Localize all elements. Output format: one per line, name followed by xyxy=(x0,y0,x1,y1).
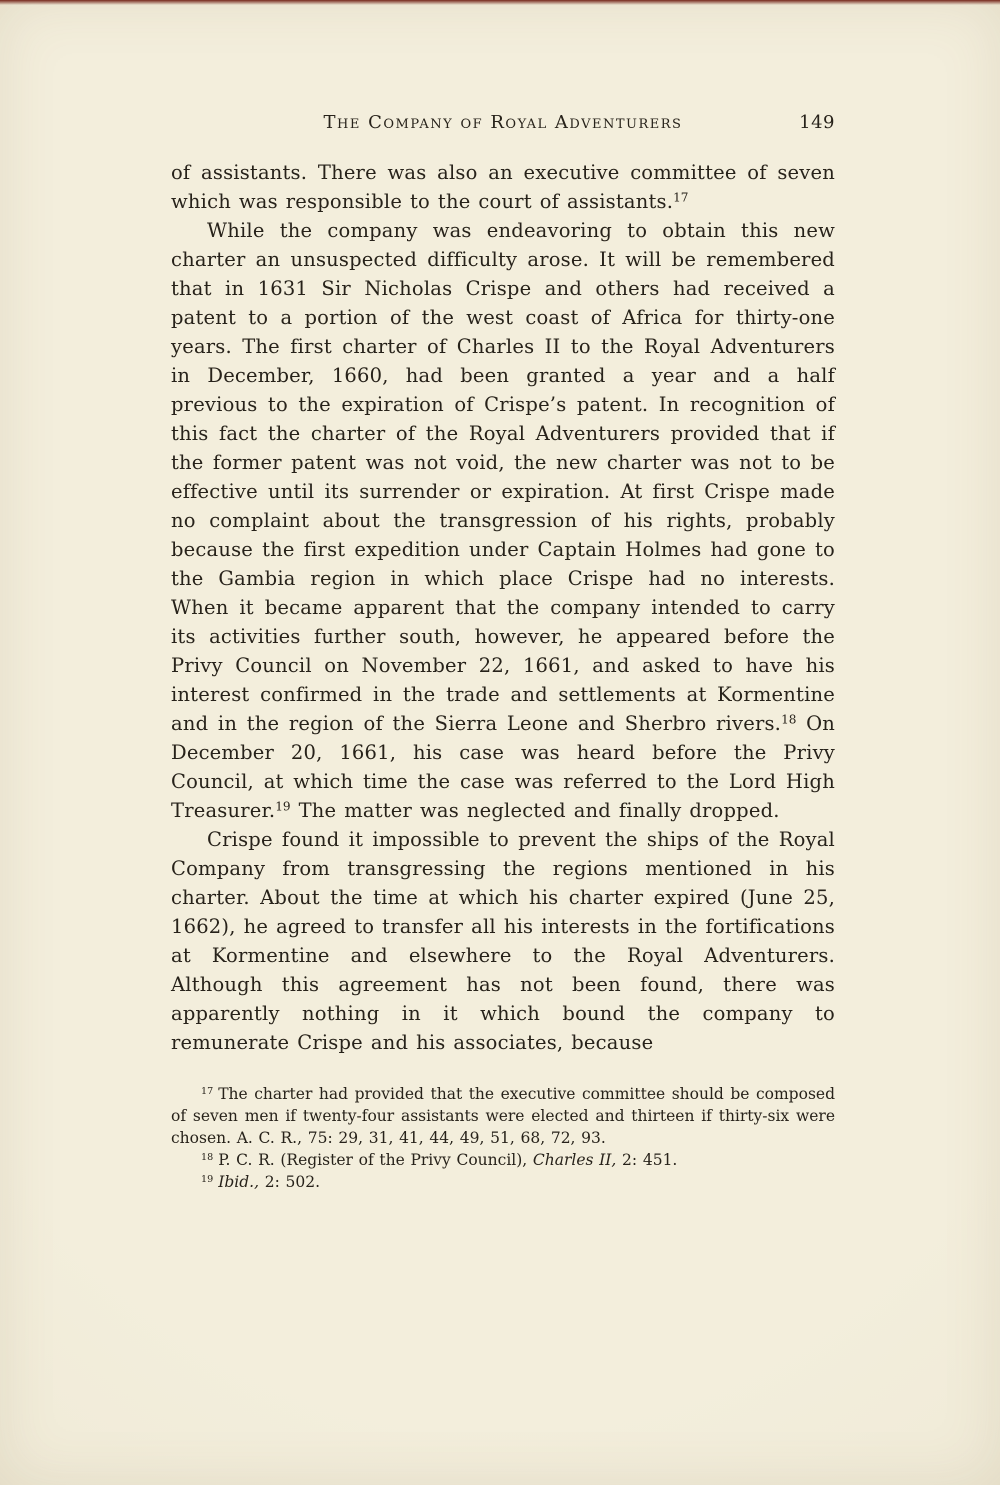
body-text xyxy=(171,158,835,1057)
paragraph: of assistants. There was also an executive committee of seven which was responsible to the court of assistants.$^{17}$ xyxy=(171,161,835,213)
footnote xyxy=(171,1171,835,1193)
footnote-text: Ibid., 2: 502. xyxy=(218,1173,320,1191)
paragraph: Crispe found it impossible to prevent the ships of the Royal Company from transgressing the regions mentioned in his charter. About the time at which his charter expired (June 25, 1662), he agreed to transfer all his interests in the fortifications at Kormentine and elsewhere to the Royal Adventurers. Although this agreement has not been found, there was apparently nothing in it which bound the company to remunerate Crispe and his associates, because xyxy=(171,828,835,1054)
page-number: 149 xyxy=(799,112,835,133)
footnote-marker: 17 xyxy=(201,1085,214,1097)
paragraph: While the company was endeavoring to obtain this new charter an unsuspected difficulty arose. It will be remembered that in 1631 Sir Nicholas Crispe and others had received a patent to a portion of the west coast of Africa for thirty-one years. The first charter of Charles II to the Royal Adventurers in December, 1660, had been granted a year and a half previous to the expiration of Crispe’s patent. In recognition of this fact the charter of the Royal Adventurers provided that if the former patent was not void, the new charter was not to be effective until its surrender or expiration. At first Crispe made no complaint about the transgression of his rights, probably because the first expedition under Captain Holmes had gone to the Gambia region in which place Crispe had no interests. When it became apparent that the company intended to carry its activities further south, however, he appeared before the Privy Council on November 22, 1661, and asked to have his interest confirmed in the trade and settlements at Kormentine and in the region of the Sierra Leone and Sherbro rivers.$^{18}$ On December 20, 1661, his case was heard before the Privy Council, at which time the case was referred to the Lord High Treasurer.$^{19}$ The matter was neglected and finally dropped. xyxy=(171,219,836,822)
footnotes-section xyxy=(171,1083,835,1193)
footnote xyxy=(171,1083,835,1149)
footnote-marker: 19 xyxy=(201,1173,214,1185)
footnote-text: The charter had provided that the executive committee should be composed of seven men if twenty-four assistants were elected and thirteen if thirty-six were chosen. A. C. R., 75: 29, 31, 41, 44, 49, 51, 68, 72, 93. xyxy=(171,1085,835,1147)
footnote xyxy=(171,1149,835,1171)
page-top-edge xyxy=(0,0,1000,5)
running-head-title: The Company of Royal Adventurers xyxy=(323,112,683,133)
running-header xyxy=(171,112,835,134)
footnote-marker: 18 xyxy=(201,1151,214,1163)
text-column xyxy=(171,112,835,1193)
footnote-text: P. C. R. (Register of the Privy Council), Charles II, 2: 451. xyxy=(218,1151,678,1169)
